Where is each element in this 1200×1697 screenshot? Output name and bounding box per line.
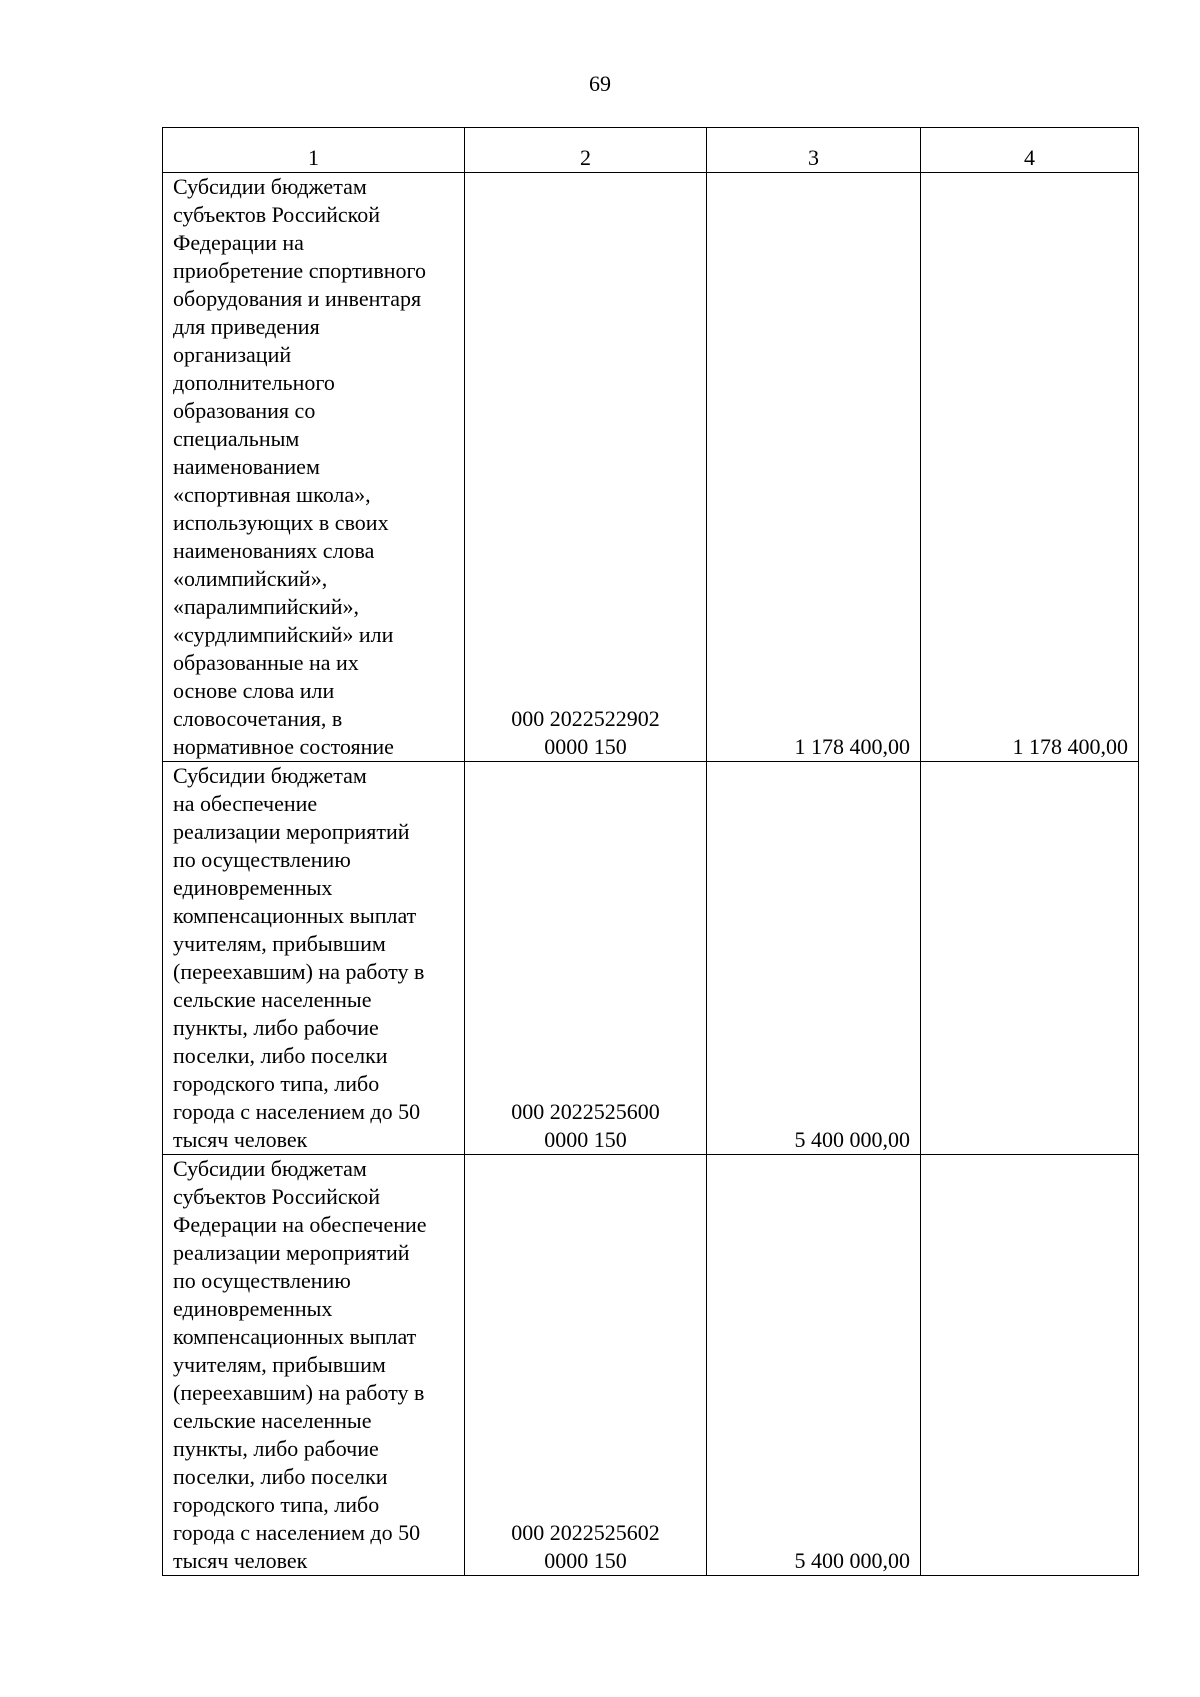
table-row	[163, 762, 1139, 1155]
row-code-cell	[465, 1155, 707, 1576]
row-description: Субсидии бюджетам субъектов Российской Федерации на обеспечение реализации мероприятий по осуществлению единовременных компенсационных выплат учителям, прибывшим (переехавшим) на работу в сельские населенные пункты, либо рабочие поселки, либо поселки городского типа, либо города с населением до 50 тысяч человек	[173, 1156, 427, 1573]
row-code-cell	[465, 173, 707, 762]
row-code-cell	[465, 762, 707, 1155]
row-amount-col3: 5 400 000,00	[707, 762, 921, 1155]
row-code: 000 2022525600 0000 150	[511, 1099, 660, 1152]
row-description-cell	[163, 762, 465, 1155]
table-row	[163, 173, 1139, 762]
row-amount-col4	[921, 762, 1139, 1155]
row-code: 000 2022525602 0000 150	[511, 1520, 660, 1573]
row-amount-col4	[921, 1155, 1139, 1576]
budget-table	[162, 127, 1139, 1576]
header-cell-1: 1	[163, 128, 465, 173]
header-cell-3: 3	[707, 128, 921, 173]
page-number: 69	[589, 71, 611, 96]
row-description: Субсидии бюджетам на обеспечение реализации мероприятий по осуществлению единовременных компенсационных выплат учителям, прибывшим (переехавшим) на работу в сельские населенные пункты, либо рабочие поселки, либо поселки городского типа, либо города с населением до 50 тысяч человек	[173, 763, 425, 1152]
row-amount-col4: 1 178 400,00	[921, 173, 1139, 762]
row-code: 000 2022522902 0000 150	[511, 706, 660, 759]
header-cell-4: 4	[921, 128, 1139, 173]
table-header-row	[163, 128, 1139, 173]
row-amount-col3: 5 400 000,00	[707, 1155, 921, 1576]
row-description: Субсидии бюджетам субъектов Российской Федерации на приобретение спортивного оборудования и инвентаря для приведения организаций дополнительного образования со специальным наименованием «спортивная школа», использующих в своих наименованиях слова «олимпийский», «паралимпийский», «сурдлимпийский» или образованные на их основе слова или словосочетания, в нормативное состояние	[173, 174, 426, 759]
header-cell-2: 2	[465, 128, 707, 173]
table-row	[163, 1155, 1139, 1576]
row-description-cell	[163, 1155, 465, 1576]
row-description-cell	[163, 173, 465, 762]
row-amount-col3: 1 178 400,00	[707, 173, 921, 762]
